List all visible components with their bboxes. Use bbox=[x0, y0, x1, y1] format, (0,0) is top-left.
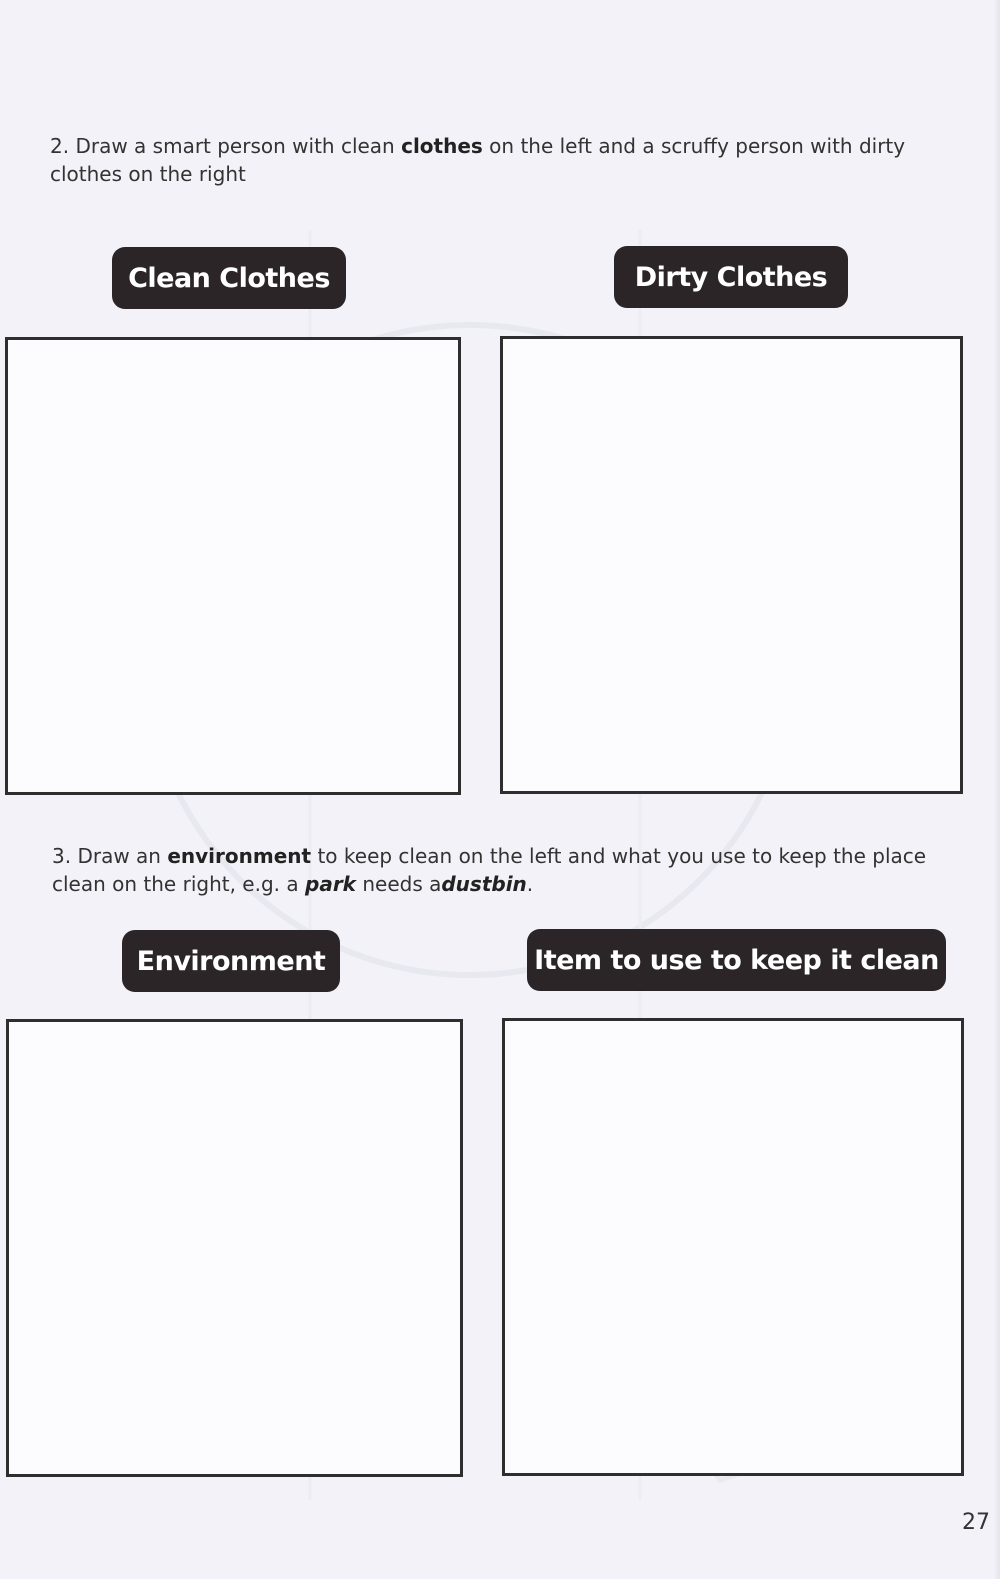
question-2-text-before: Draw a smart person with clean bbox=[75, 134, 395, 158]
question-3-example-place: park bbox=[305, 872, 356, 896]
question-3-text-middle: to keep clean on the left and what you use to keep the place clean on the right, e.g. a bbox=[52, 844, 927, 896]
question-3-text-before: Draw an bbox=[77, 844, 161, 868]
dirty-clothes-drawing-box[interactable] bbox=[500, 336, 963, 794]
question-3-instruction bbox=[52, 842, 952, 898]
clean-clothes-label: Clean Clothes bbox=[112, 247, 346, 309]
environment-label: Environment bbox=[122, 930, 340, 992]
question-3-number: 3. bbox=[52, 844, 72, 868]
page-edge bbox=[994, 0, 1000, 1579]
question-2-keyword: clothes bbox=[401, 134, 483, 158]
cleaning-item-drawing-box[interactable] bbox=[502, 1018, 964, 1476]
question-2-instruction bbox=[50, 132, 960, 188]
question-3-text-end: . bbox=[526, 872, 534, 896]
question-3-keyword: environment bbox=[167, 844, 312, 868]
question-2-number: 2. bbox=[50, 134, 70, 158]
page-number: 27 bbox=[962, 1510, 990, 1535]
clean-clothes-drawing-box[interactable] bbox=[5, 337, 461, 795]
question-2-text-after: on the left and a scruffy person with dirty clothes on the right bbox=[50, 134, 906, 186]
dirty-clothes-label: Dirty Clothes bbox=[614, 246, 848, 308]
item-to-keep-clean-label: Item to use to keep it clean bbox=[527, 929, 946, 991]
environment-drawing-box[interactable] bbox=[6, 1019, 463, 1477]
question-3-example-item: dustbin bbox=[441, 872, 527, 896]
question-3-text-between: needs a bbox=[362, 872, 442, 896]
